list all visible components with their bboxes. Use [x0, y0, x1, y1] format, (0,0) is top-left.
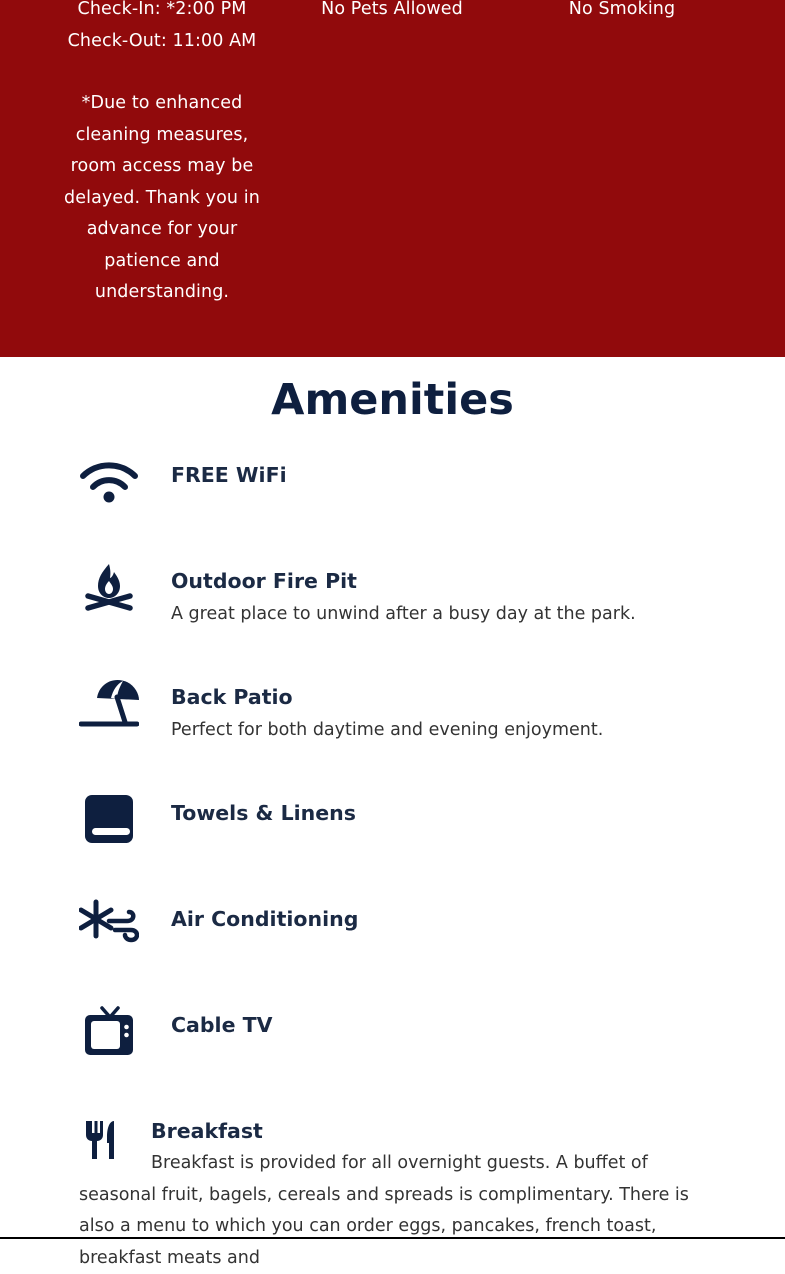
- amenities-heading: Amenities: [271, 375, 514, 425]
- smoking-policy: No Smoking: [568, 0, 676, 19]
- checkout-time: Check-Out: 11:00 AM: [67, 30, 257, 51]
- amenity-name: Air Conditioning: [171, 907, 359, 931]
- beach-umbrella-icon: [79, 670, 139, 730]
- checkin-column: [62, 0, 262, 309]
- amenity-description: A great place to unwind after a busy day at the park.: [171, 604, 636, 624]
- amenity-name: FREE WiFi: [171, 463, 287, 487]
- amenity-name: Outdoor Fire Pit: [171, 569, 357, 593]
- book-icon: [79, 786, 139, 846]
- campfire-icon: [79, 554, 139, 614]
- amenity-name: Back Patio: [171, 685, 293, 709]
- policies-band: [0, 0, 785, 357]
- amenity-name: Cable TV: [171, 1013, 273, 1037]
- pets-policy: No Pets Allowed: [321, 0, 463, 19]
- smoking-column: [522, 0, 722, 26]
- tv-icon: [79, 998, 139, 1058]
- snowflake-wind-icon: [79, 892, 139, 952]
- wifi-icon: [79, 448, 139, 508]
- amenity-name: Towels & Linens: [171, 801, 356, 825]
- pets-column: [292, 0, 492, 26]
- amenity-description: Breakfast is provided for all overnight guests. A buffet of seasonal fruit, bagels, cereals and spreads is complimentary. There is also a menu to which you can order eggs, pancakes, french toast, breakfast meats and: [79, 1153, 689, 1268]
- checkin-time: Check-In: *2:00 PM: [77, 0, 247, 19]
- cleaning-note: *Due to enhanced cleaning measures, room access may be delayed. Thank you in advance for your patience and understanding.: [64, 93, 260, 302]
- amenity-name: Breakfast: [151, 1119, 263, 1143]
- amenity-description: Perfect for both daytime and evening enjoyment.: [171, 720, 604, 740]
